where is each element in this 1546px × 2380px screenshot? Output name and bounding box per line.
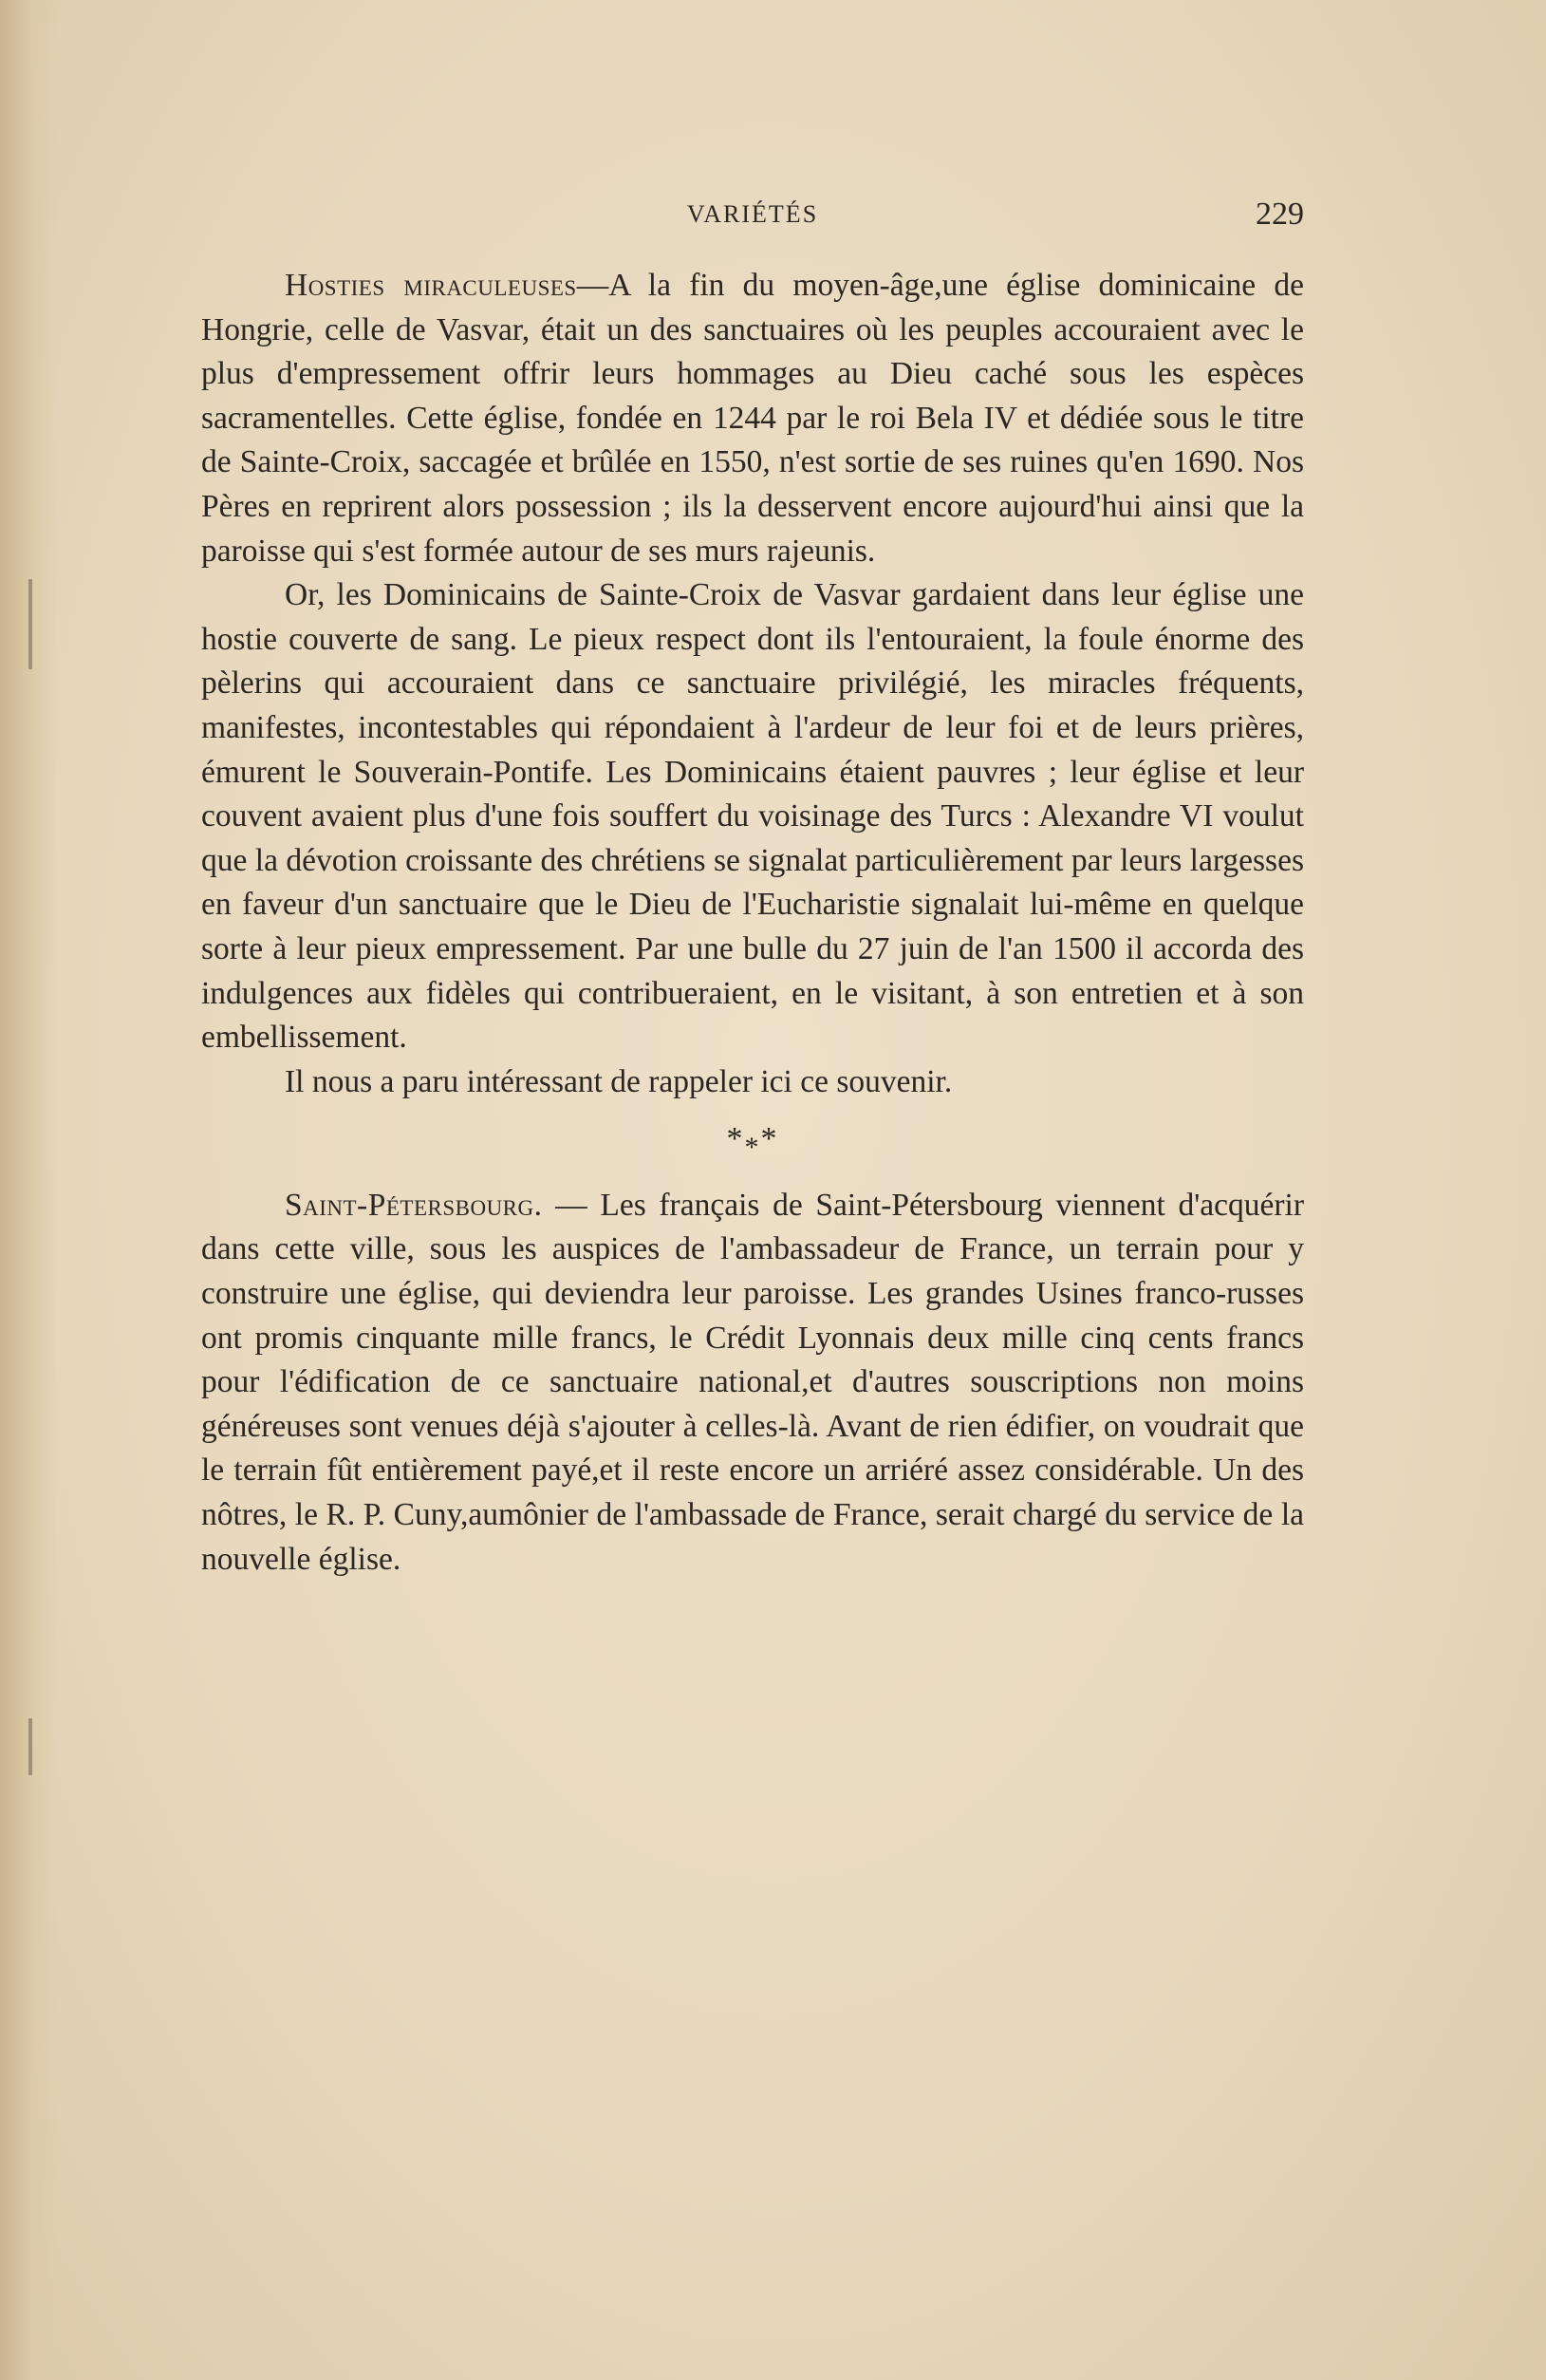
- paragraph: [201, 1184, 1304, 1582]
- paragraph-text: Les français de Saint-Pétersbourg viennent d'acquérir dans cette ville, sous les auspices de l'ambassadeur de France, un terrain pour y construire une église, qui deviendra leur paroisse. Les grandes Usines franco-russes ont promis cinquante mille francs, le Crédit Lyonnais deux mille cinq cents francs pour l'édification de ce sanctuaire national,et d'autres souscriptions non moins généreuses sont venues déjà s'ajouter à celles-là. Avant de rien édifier, on voudrait que le terrain fût entièrement payé,et il reste encore un arriéré assez considérable. Un des nôtres, le R. P. Cuny,aumônier de l'ambassade de France, serait chargé du service de la nouvelle église.: [201, 1187, 1305, 1577]
- section-heading: Saint-Pétersbourg.: [285, 1187, 543, 1223]
- asterism-star: *: [760, 1121, 779, 1157]
- edge-mark: [28, 579, 32, 669]
- running-title: VARIÉTÉS: [686, 200, 819, 228]
- page-number: 229: [1256, 197, 1304, 232]
- asterism-star: *: [744, 1132, 761, 1164]
- running-head: [201, 197, 1304, 234]
- body-text: [201, 264, 1304, 1582]
- paragraph: Or, les Dominicains de Sainte-Croix de Vasvar gardaient dans leur église une hostie couverte de sang. Le pieux respect dont ils l'entouraient, la foule énorme des pèlerins qui accouraient dans ce sanctuaire privilégié, les miracles fréquents, manifestes, incontestables qui répondaient à l'ardeur de leur foi et de leurs prières, émurent le Souverain-Pontife. Les Dominicains étaient pauvres ; leur église et leur couvent avaient plus d'une fois souffert du voisinage des Turcs : Alexandre VI voulut que la dévotion croissante des chrétiens se signalat particulièrement par leurs largesses en faveur d'un sanctuaire que le Dieu de l'Eucharistie signalait lui-même en quelque sorte à leur pieux empressement. Par une bulle du 27 juin de l'an 1500 il accorda des indulgences aux fidèles qui contribueraient, en le visitant, à son entretien et à son embellissement.: [201, 577, 1304, 1056]
- asterism-divider: [201, 1117, 1304, 1163]
- asterism-star: *: [726, 1121, 745, 1157]
- paragraph-text: A la fin du moyen-âge,une église dominicaine de Hongrie, celle de Vasvar, était un des sanctuaires où les peuples accouraient avec le plus d'empressement offrir leurs hommages au Dieu caché sous les espèces sacramentelles. Cette église, fondée en 1244 par le roi Bela IV et dédiée sous le titre de Sainte-Croix, saccagée et brûlée en 1550, n'est sortie de ses ruines qu'en 1690. Nos Pères en reprirent alors possession ; ils la desservent encore aujourd'hui ainsi que la paroisse qui s'est formée autour de ses murs rajeunis.: [201, 268, 1304, 569]
- page-gutter-shadow: [0, 0, 57, 2380]
- heading-separator: —: [542, 1187, 601, 1223]
- edge-mark: [28, 1718, 32, 1775]
- heading-separator: —: [576, 268, 609, 303]
- paragraph: [201, 264, 1304, 573]
- section-heading: Hosties miraculeuses: [285, 268, 577, 303]
- paragraph: Il nous a paru intéressant de rappeler ici ce souvenir.: [285, 1063, 953, 1099]
